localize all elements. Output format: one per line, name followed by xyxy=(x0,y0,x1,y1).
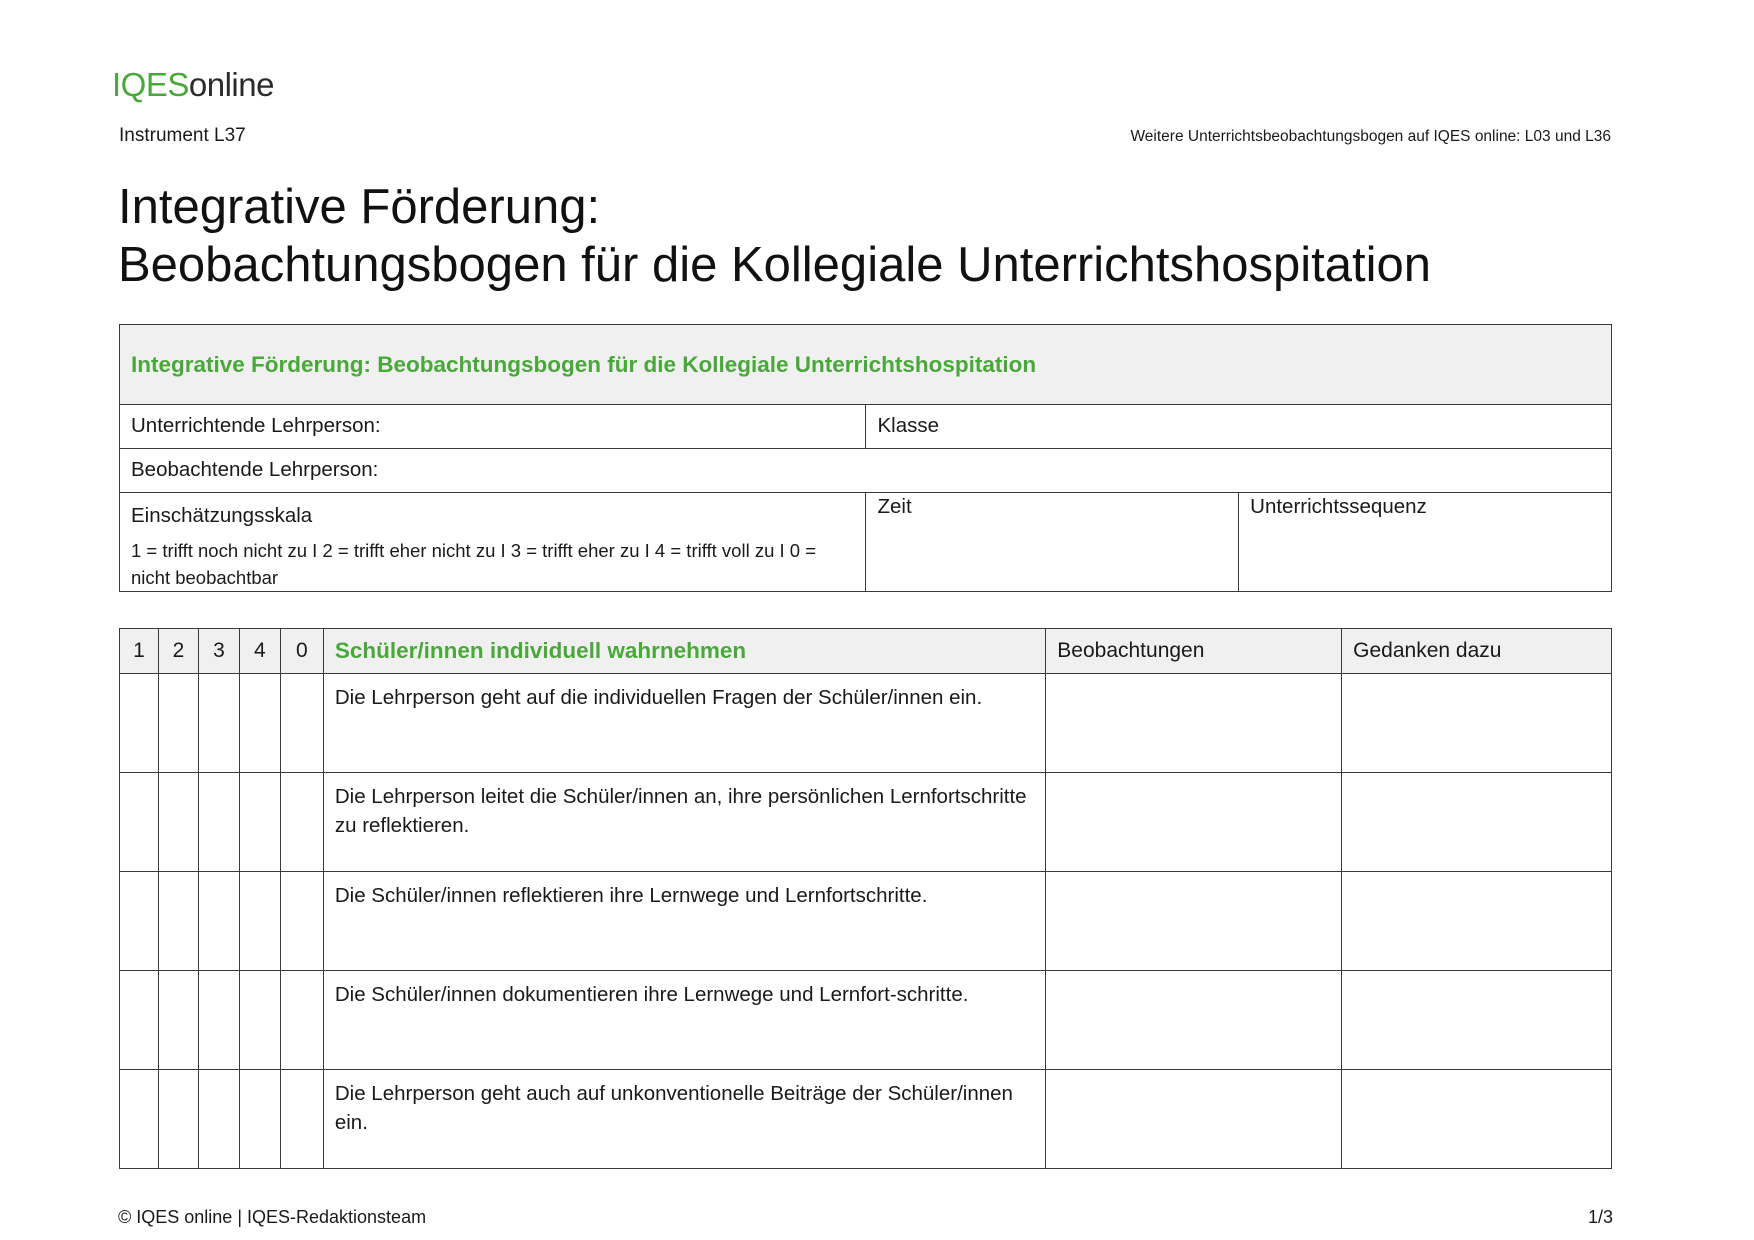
table-row xyxy=(120,872,1612,971)
time-field[interactable]: Zeit xyxy=(866,493,1239,592)
class-field[interactable]: Klasse xyxy=(866,405,1612,449)
rating-cell-0[interactable] xyxy=(280,773,323,872)
logo-suffix: online xyxy=(188,66,274,103)
teacher-field[interactable]: Unterrichtende Lehrperson: xyxy=(120,405,866,449)
observations-cell[interactable] xyxy=(1046,674,1342,773)
criterion-text: Die Lehrperson leitet die Schüler/innen an, ihre persönlichen Lernfortschritte zu reflektieren. xyxy=(323,773,1045,872)
scale-cell xyxy=(120,493,866,592)
rating-cell-1[interactable] xyxy=(120,674,159,773)
thoughts-cell[interactable] xyxy=(1342,674,1612,773)
table-row xyxy=(120,1070,1612,1169)
observations-cell[interactable] xyxy=(1046,872,1342,971)
rating-cell-4[interactable] xyxy=(239,1070,280,1169)
rating-cell-0[interactable] xyxy=(280,1070,323,1169)
scale-header-2: 2 xyxy=(158,629,198,674)
page-title-line2: Beobachtungsbogen für die Kollegiale Unterrichtshospitation xyxy=(118,238,1431,292)
thoughts-cell[interactable] xyxy=(1342,1070,1612,1169)
rating-cell-3[interactable] xyxy=(198,872,239,971)
rating-cell-0[interactable] xyxy=(280,971,323,1070)
scale-header-4: 4 xyxy=(239,629,280,674)
rating-cell-2[interactable] xyxy=(158,1070,198,1169)
rating-cell-1[interactable] xyxy=(120,773,159,872)
rating-cell-3[interactable] xyxy=(198,971,239,1070)
scale-header-3: 3 xyxy=(198,629,239,674)
criterion-text: Die Lehrperson geht auf die individuellen Fragen der Schüler/innen ein. xyxy=(323,674,1045,773)
rating-cell-2[interactable] xyxy=(158,872,198,971)
info-table-heading: Integrative Förderung: Beobachtungsbogen für die Kollegiale Unterrichtshospitation xyxy=(120,325,1612,405)
table-row xyxy=(120,773,1612,872)
rating-cell-4[interactable] xyxy=(239,773,280,872)
thoughts-cell[interactable] xyxy=(1342,773,1612,872)
page-title xyxy=(118,178,1431,294)
rating-cell-0[interactable] xyxy=(280,674,323,773)
iqes-logo xyxy=(112,68,274,101)
logo-brand: IQES xyxy=(112,66,189,103)
observer-field[interactable]: Beobachtende Lehrperson: xyxy=(120,449,1612,493)
rating-cell-3[interactable] xyxy=(198,674,239,773)
thoughts-header: Gedanken dazu xyxy=(1342,629,1612,674)
scale-header-1: 1 xyxy=(120,629,159,674)
rating-cell-1[interactable] xyxy=(120,1070,159,1169)
scale-label: Einschätzungsskala xyxy=(131,504,313,527)
rating-cell-3[interactable] xyxy=(198,773,239,872)
rating-cell-4[interactable] xyxy=(239,872,280,971)
rating-cell-4[interactable] xyxy=(239,674,280,773)
criterion-text: Die Schüler/innen dokumentieren ihre Lernwege und Lernfort-schritte. xyxy=(323,971,1045,1070)
thoughts-cell[interactable] xyxy=(1342,872,1612,971)
rating-cell-4[interactable] xyxy=(239,971,280,1070)
rating-cell-2[interactable] xyxy=(158,773,198,872)
scale-text: 1 = trifft noch nicht zu I 2 = trifft eher nicht zu I 3 = trifft eher zu I 4 = trifft voll zu I 0 = nicht beobachtbar xyxy=(131,540,817,588)
criterion-text: Die Lehrperson geht auch auf unkonventionelle Beiträge der Schüler/innen ein. xyxy=(323,1070,1045,1169)
rating-cell-2[interactable] xyxy=(158,674,198,773)
info-table xyxy=(119,324,1612,592)
table-row xyxy=(120,971,1612,1070)
observations-cell[interactable] xyxy=(1046,1070,1342,1169)
criterion-text: Die Schüler/innen reflektieren ihre Lernwege und Lernfortschritte. xyxy=(323,872,1045,971)
scale-header-0: 0 xyxy=(280,629,323,674)
further-instruments-note: Weitere Unterrichtsbeobachtungsbogen auf IQES online: L03 und L36 xyxy=(1130,128,1611,145)
observations-cell[interactable] xyxy=(1046,971,1342,1070)
instrument-label: Instrument L37 xyxy=(119,125,246,146)
page-title-line1: Integrative Förderung: xyxy=(118,180,601,234)
observations-header: Beobachtungen xyxy=(1046,629,1342,674)
thoughts-cell[interactable] xyxy=(1342,971,1612,1070)
page-number: 1/3 xyxy=(1587,1207,1613,1227)
rating-cell-2[interactable] xyxy=(158,971,198,1070)
rating-cell-3[interactable] xyxy=(198,1070,239,1169)
rating-cell-0[interactable] xyxy=(280,872,323,971)
observation-table xyxy=(119,628,1612,1169)
footer-copyright: © IQES online | IQES-Redaktionsteam xyxy=(118,1207,427,1227)
section-title: Schüler/innen individuell wahrnehmen xyxy=(323,629,1045,674)
sequence-field[interactable]: Unterrichtssequenz xyxy=(1239,493,1612,592)
table-row xyxy=(120,674,1612,773)
observations-cell[interactable] xyxy=(1046,773,1342,872)
rating-cell-1[interactable] xyxy=(120,971,159,1070)
rating-cell-1[interactable] xyxy=(120,872,159,971)
